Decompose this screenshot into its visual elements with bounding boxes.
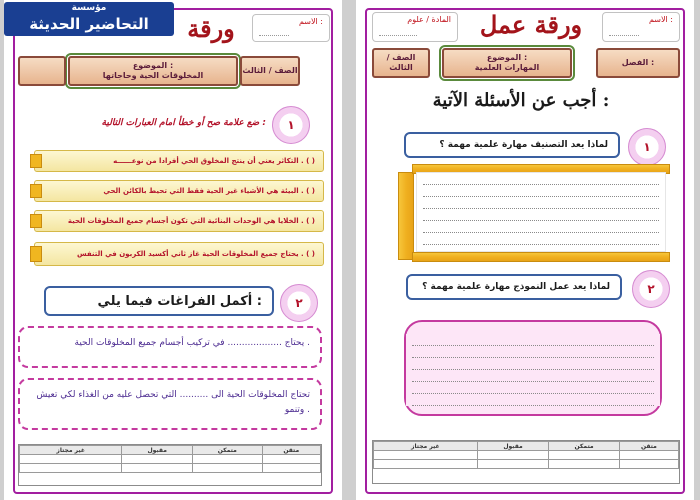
statement-text: الخلايا هي الوحدات البنائية التي تكون أجسام جميع المخلوقات الحية . ( ) (67, 217, 315, 225)
subject-plaque: الموضوع : المخلوقات الحية وحاجاتها (68, 56, 238, 86)
watermark-logo (4, 2, 174, 36)
statement-text: يحتاج جميع المخلوقات الحية غاز ثاني أكسيد الكربون في التنفس . ( ) (76, 250, 315, 258)
rubric-header: متمكن (193, 446, 262, 455)
question-text: لماذا يعد التصنيف مهارة علمية مهمة ؟ (439, 140, 608, 150)
answer-lines (406, 334, 660, 406)
rubric-header: غير مجتاز (374, 442, 478, 451)
name-label: الاسم : (648, 15, 673, 24)
class-plaque (596, 48, 680, 78)
section-heading: أجب عن الأسئلة الآتية : (432, 90, 610, 111)
subject-plaque: الموضوع : المهارات العلمية (442, 48, 572, 78)
name-box (602, 12, 680, 42)
answer-box (404, 320, 662, 416)
question-text: لماذا يعد عمل النموذج مهارة علمية مهمة ؟ (422, 282, 610, 292)
question-number-badge: ١ (272, 106, 310, 144)
question-number-badge: ٢ (280, 284, 318, 322)
answer-lines (416, 172, 666, 252)
section-plaque (18, 56, 66, 86)
grade-plaque: الصف / الثالث (372, 48, 430, 78)
worksheet-page-right (356, 0, 694, 500)
watermark-line1: مؤسسة (71, 3, 107, 13)
statement-text: البيئة هي الأشياء غير الحية فقط التي تحيط بالكائن الحي . ( ) (103, 187, 315, 195)
class-label: الفصل : (621, 58, 655, 68)
fill-blank-text: يحتاج ................... في تركيب أجسام جميع المخلوقات الحية . (74, 338, 310, 348)
rubric-header: غير مجتاز (20, 446, 122, 455)
statement-row (34, 210, 324, 232)
question-number-badge: ٢ (632, 270, 670, 308)
rubric-header: مقبول (122, 446, 193, 455)
name-box (252, 14, 330, 42)
question-box (406, 274, 622, 300)
assessment-rubric (372, 440, 680, 484)
section-instruction: ضع علامة صح أو خطأ امام العبارات التالية : (101, 118, 266, 128)
assessment-rubric (18, 444, 322, 486)
worksheet-page-left (4, 0, 342, 500)
statement-row (34, 150, 324, 172)
question-box (404, 132, 620, 158)
subject-box (372, 12, 458, 42)
page-title: ورقة عمل (479, 10, 583, 39)
watermark-line2: التحاضير الحديثة (29, 15, 149, 33)
rubric-header: متقن (262, 446, 320, 455)
pencil-decoration (398, 172, 414, 260)
rubric-header: مقبول (477, 442, 549, 451)
grade-plaque: الصف / الثالث (240, 56, 300, 86)
name-label: الاسم : (298, 17, 323, 26)
subject-label: المادة / علوم (407, 15, 451, 24)
statement-row (34, 180, 324, 202)
pencil-decoration (412, 252, 670, 262)
fill-blank-box (18, 378, 322, 430)
question-number-badge: ١ (628, 128, 666, 166)
rubric-header: متقن (619, 442, 678, 451)
section-heading: أكمل الفراغات فيما يلي : (97, 293, 262, 309)
statement-text: التكاثر يعني أن ينتج المخلوق الحي أفرادا من نوعــــــه . ( ) (113, 157, 315, 165)
page-title: ورقة (187, 14, 235, 43)
rubric-header: متمكن (549, 442, 619, 451)
section-heading-box (44, 286, 274, 316)
fill-blank-box (18, 326, 322, 368)
fill-blank-text: تحتاج المخلوقات الحية الى .......... التي تحصل عليه من الغذاء لكي تعيش وتنمو . (36, 390, 310, 416)
statement-row (34, 242, 324, 266)
